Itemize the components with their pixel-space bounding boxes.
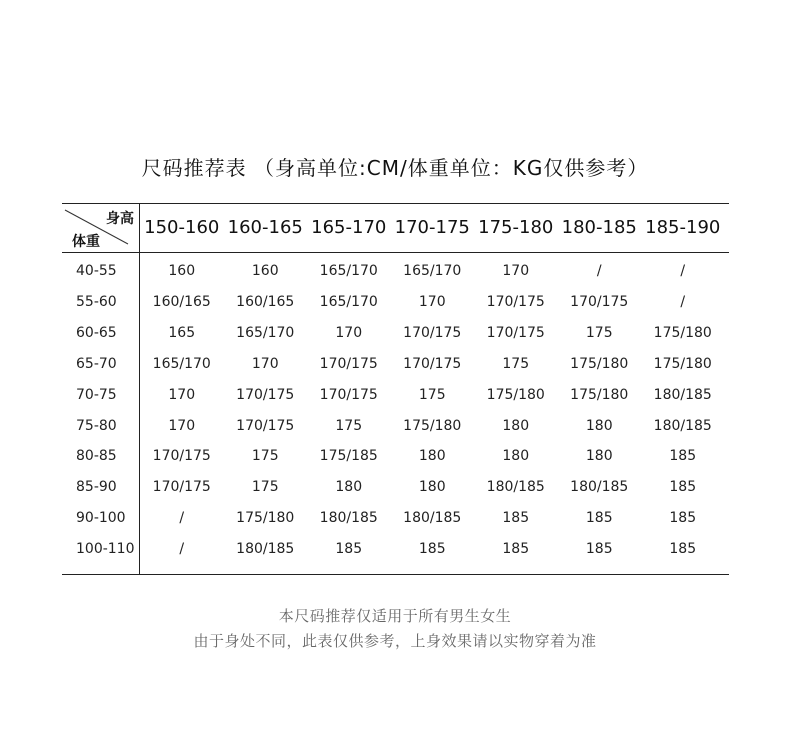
- size-cell: 165/170: [236, 324, 295, 341]
- size-cell: 180/185: [653, 386, 712, 403]
- size-cell: 160: [251, 263, 279, 279]
- size-cell: 185: [335, 541, 363, 558]
- size-cell: 185: [669, 448, 697, 465]
- size-cell: 170/175: [236, 417, 295, 434]
- size-cell: 180/185: [570, 479, 629, 496]
- size-cell: 170: [502, 263, 530, 279]
- size-cell: 165/170: [319, 263, 378, 279]
- size-cell: /: [179, 541, 185, 558]
- page-title: 尺码推荐表 （身高单位:CM/体重单位：KG仅供参考）: [141, 156, 649, 180]
- size-cell: 185: [669, 479, 697, 496]
- height-range-header: 175-180: [478, 217, 554, 238]
- size-cell: 175/180: [570, 386, 629, 403]
- note-line-2: 由于身处不同，此表仅供参考，上身效果请以实物穿着为准: [193, 632, 597, 650]
- weight-range-label: 55-60: [76, 293, 117, 310]
- weight-range-label: 60-65: [76, 324, 117, 341]
- size-cell: 170: [168, 417, 196, 434]
- size-cell: 170: [418, 293, 446, 310]
- size-cell: /: [179, 510, 185, 527]
- size-cell: 180: [585, 417, 613, 434]
- size-cell: /: [680, 293, 686, 310]
- size-cell: 185: [669, 541, 697, 558]
- size-cell: /: [680, 263, 686, 279]
- size-cell: 170/175: [319, 386, 378, 403]
- size-cell: 180: [335, 479, 363, 496]
- size-cell: 165/170: [152, 355, 211, 372]
- height-range-header: 170-175: [394, 217, 470, 238]
- size-cell: 160: [168, 263, 196, 279]
- size-cell: 175/180: [236, 510, 295, 527]
- size-cell: 170/175: [319, 355, 378, 372]
- size-cell: 170/175: [403, 355, 462, 372]
- height-range-header: 165-170: [311, 217, 387, 238]
- header-divider: [62, 252, 729, 253]
- note-line-1: 本尺码推荐仅适用于所有男生女生: [278, 607, 512, 625]
- size-cell: 185: [502, 510, 530, 527]
- size-cell: 170/175: [152, 479, 211, 496]
- size-cell: 175/185: [319, 448, 378, 465]
- size-cell: 185: [418, 541, 446, 558]
- size-cell: 175: [251, 448, 279, 465]
- size-cell: 170/175: [236, 386, 295, 403]
- size-cell: 175/180: [653, 324, 712, 341]
- size-cell: 180/185: [486, 479, 545, 496]
- weight-range-label: 40-55: [76, 263, 117, 279]
- size-cell: 180: [418, 448, 446, 465]
- weight-range-label: 85-90: [76, 479, 117, 496]
- weight-range-label: 100-110: [76, 541, 135, 558]
- size-cell: 160/165: [152, 293, 211, 310]
- size-cell: 185: [585, 510, 613, 527]
- weight-range-label: 90-100: [76, 510, 126, 527]
- size-cell: 160/165: [236, 293, 295, 310]
- size-cell: 175/180: [403, 417, 462, 434]
- height-range-header: 185-190: [645, 217, 721, 238]
- size-cell: 170/175: [570, 293, 629, 310]
- corner-height-label: 身高: [106, 211, 134, 227]
- weight-range-label: 70-75: [76, 386, 117, 403]
- size-cell: 170: [168, 386, 196, 403]
- size-cell: 165/170: [403, 263, 462, 279]
- size-cell: 180: [502, 448, 530, 465]
- weight-range-label: 65-70: [76, 355, 117, 372]
- size-cell: 170: [251, 355, 279, 372]
- size-cell: 180/185: [319, 510, 378, 527]
- size-cell: 175: [251, 479, 279, 496]
- weight-range-label: 75-80: [76, 417, 117, 434]
- size-cell: 170/175: [486, 324, 545, 341]
- corner-weight-label: 体重: [72, 234, 100, 250]
- size-cell: 170/175: [152, 448, 211, 465]
- height-range-header: 180-185: [561, 217, 637, 238]
- weight-range-label: 80-85: [76, 448, 117, 465]
- size-cell: /: [596, 263, 602, 279]
- size-cell: 180/185: [403, 510, 462, 527]
- size-cell: 185: [585, 541, 613, 558]
- size-cell: 170/175: [403, 324, 462, 341]
- size-cell: 165: [168, 324, 196, 341]
- size-cell: 185: [669, 510, 697, 527]
- size-cell: 175/180: [486, 386, 545, 403]
- size-cell: 185: [502, 541, 530, 558]
- size-cell: 175: [585, 324, 613, 341]
- size-cell: 165/170: [319, 293, 378, 310]
- size-cell: 180/185: [653, 417, 712, 434]
- size-cell: 170: [335, 324, 363, 341]
- size-cell: 170/175: [486, 293, 545, 310]
- size-cell: 175/180: [653, 355, 712, 372]
- size-cell: 180: [585, 448, 613, 465]
- size-cell: 180/185: [236, 541, 295, 558]
- size-cell: 180: [418, 479, 446, 496]
- size-cell: 175: [418, 386, 446, 403]
- size-cell: 175: [335, 417, 363, 434]
- height-range-header: 150-160: [144, 217, 220, 238]
- size-cell: 180: [502, 417, 530, 434]
- height-range-header: 160-165: [227, 217, 303, 238]
- size-cell: 175/180: [570, 355, 629, 372]
- size-cell: 175: [502, 355, 530, 372]
- size-chart-table: [62, 203, 729, 575]
